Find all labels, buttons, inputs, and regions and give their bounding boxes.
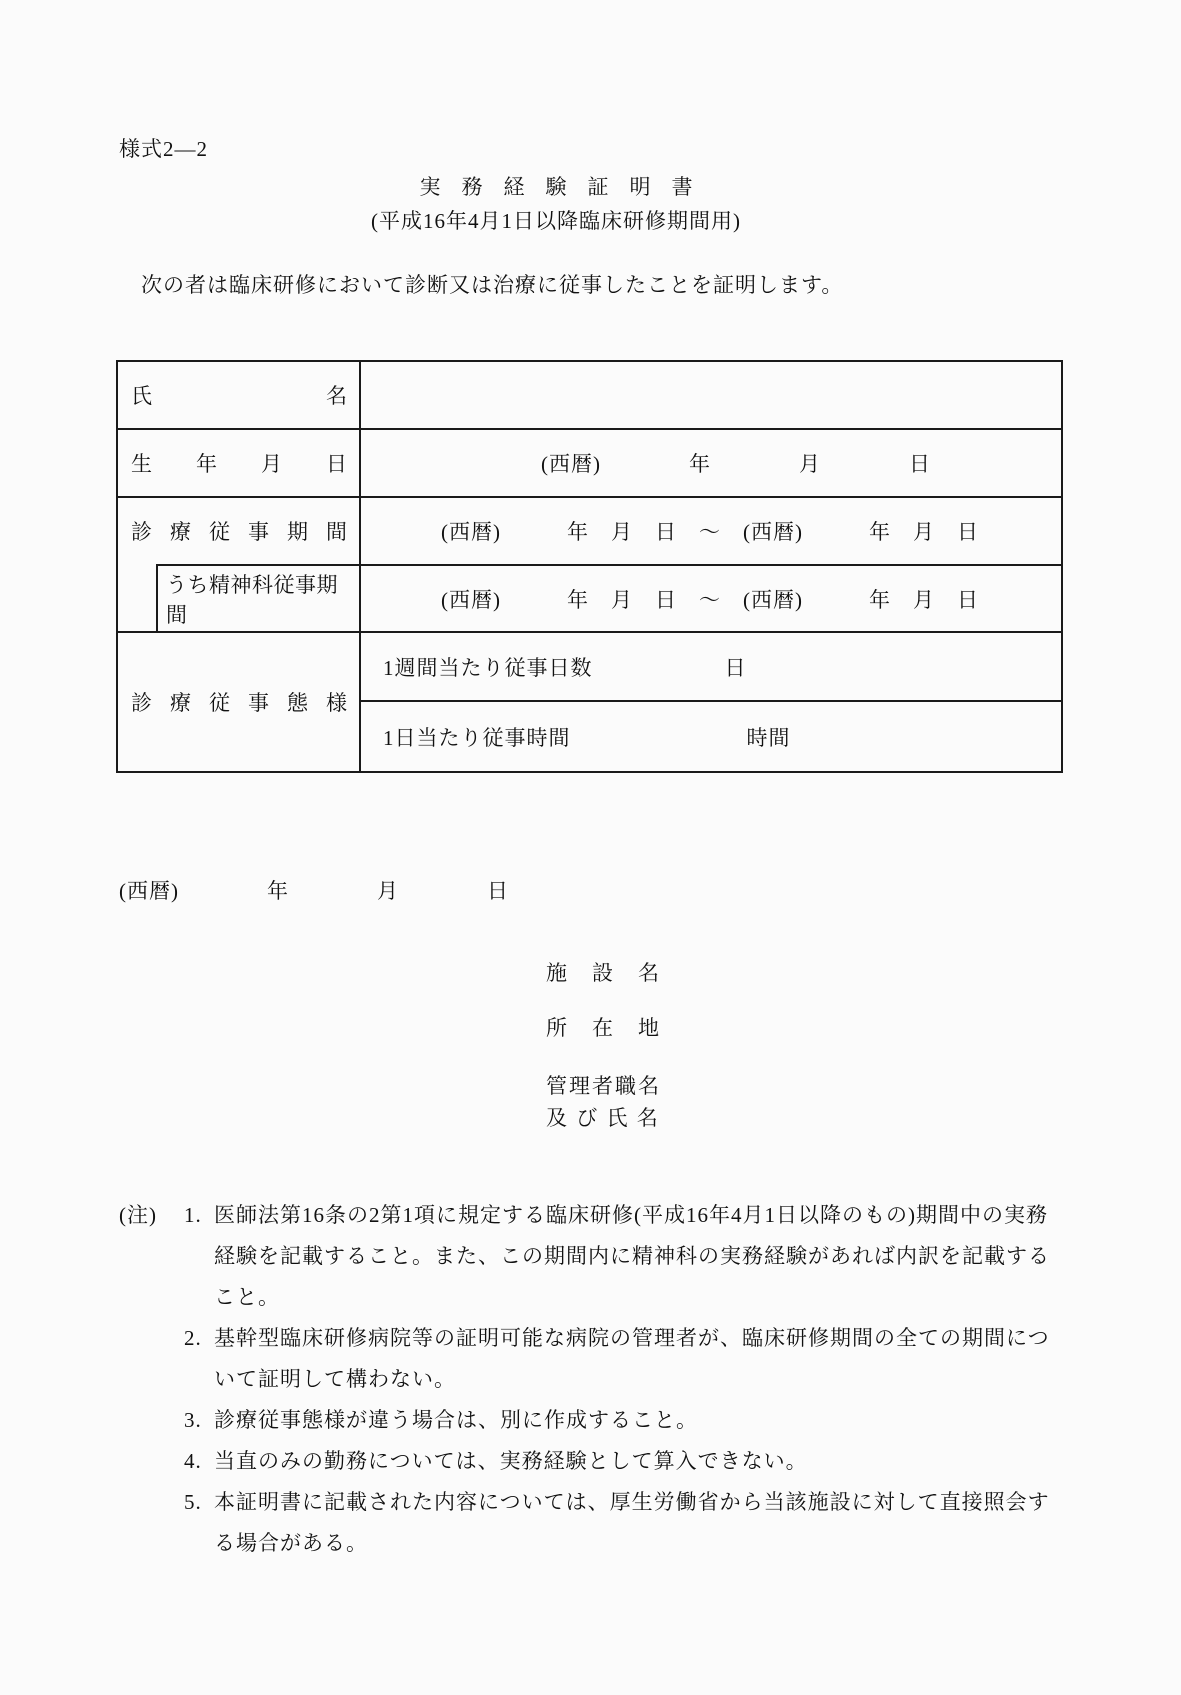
notes-mark: (注) bbox=[119, 1203, 157, 1227]
work-pattern-label-cell bbox=[118, 633, 361, 771]
name-value-cell bbox=[361, 362, 1061, 428]
note-number: 2. bbox=[184, 1326, 202, 1350]
note-text: 本証明書に記載された内容については、厚生労働省から当該施設に対して直接照会する場合がある。 bbox=[214, 1490, 1050, 1555]
engagement-period-value-cell: (西暦) 年 月 日 ～ (西暦) 年 月 日 bbox=[441, 520, 979, 544]
notes-section bbox=[119, 1195, 1063, 1564]
note-number: 3. bbox=[184, 1408, 202, 1432]
notes-list bbox=[184, 1195, 1063, 1564]
psychiatry-period-label-cell bbox=[118, 564, 361, 631]
table-row-birthdate bbox=[118, 428, 1061, 496]
birthdate-label: 生 年 月 日 bbox=[131, 452, 348, 476]
engagement-period-label: 診 療 従 事 期 間 bbox=[131, 520, 348, 544]
facility-name-label: 施 設 名 bbox=[546, 961, 661, 985]
work-pattern-value-cells bbox=[361, 633, 1061, 771]
manager-name-label: 及 び 氏 名 bbox=[546, 1106, 660, 1130]
manager-title-label: 管理者職名 bbox=[546, 1074, 661, 1098]
note-number: 4. bbox=[184, 1449, 202, 1473]
note-item-4 bbox=[184, 1441, 1063, 1482]
note-item-5 bbox=[184, 1482, 1063, 1564]
manager-label-block bbox=[546, 1070, 1063, 1134]
birthdate-value-cell: (西暦) 年 月 日 bbox=[541, 452, 931, 476]
work-pattern-label: 診 療 従 事 態 様 bbox=[131, 691, 348, 715]
experience-table bbox=[116, 360, 1063, 773]
document-title: 実 務 経 験 証 明 書 bbox=[419, 175, 693, 199]
name-label-cell bbox=[118, 362, 361, 428]
note-text: 診療従事態様が違う場合は、別に作成すること。 bbox=[214, 1408, 698, 1432]
note-text: 医師法第16条の2第1項に規定する臨床研修(平成16年4月1日以降のもの)期間中の実務経験を記載すること。また、この期間内に精神科の実務経験があれば内訳を記載すること。 bbox=[214, 1203, 1050, 1309]
note-number: 5. bbox=[184, 1490, 202, 1514]
days-per-week-cell: 1週間当たり従事日数 日 bbox=[361, 633, 1061, 702]
note-item-3 bbox=[184, 1400, 1063, 1441]
psychiatry-period-value-cell: (西暦) 年 月 日 ～ (西暦) 年 月 日 bbox=[361, 564, 1061, 631]
table-row-psychiatry-period bbox=[118, 564, 1061, 631]
facility-address-label: 所 在 地 bbox=[546, 1016, 661, 1040]
note-number: 1. bbox=[184, 1203, 202, 1227]
psychiatry-period-label: うち精神科従事期間 bbox=[156, 564, 359, 631]
document-subtitle: (平成16年4月1日以降臨床研修期間用) bbox=[371, 209, 741, 233]
table-row-name bbox=[118, 362, 1061, 428]
note-text: 基幹型臨床研修病院等の証明可能な病院の管理者が、臨床研修期間の全ての期間について証明して構わない。 bbox=[214, 1326, 1050, 1391]
form-number: 様式2—2 bbox=[119, 137, 208, 161]
birthdate-label-cell bbox=[118, 430, 361, 496]
engagement-period-label-cell bbox=[118, 498, 361, 564]
facility-signature-block bbox=[546, 960, 1063, 1134]
hours-per-day-cell: 1日当たり従事時間 時間 bbox=[383, 725, 791, 750]
document-header bbox=[119, 174, 1063, 234]
intro-statement: 次の者は臨床研修において診断又は治療に従事したことを証明します。 bbox=[119, 273, 844, 297]
note-item-2 bbox=[184, 1318, 1063, 1400]
table-row-work-pattern bbox=[118, 631, 1061, 771]
name-label: 氏 名 bbox=[131, 384, 348, 408]
certification-date-line: (西暦) 年 月 日 bbox=[119, 879, 509, 903]
note-item-1 bbox=[184, 1195, 1063, 1318]
table-row-engagement-period bbox=[118, 496, 1061, 564]
note-text: 当直のみの勤務については、実務経験として算入できない。 bbox=[214, 1449, 808, 1473]
